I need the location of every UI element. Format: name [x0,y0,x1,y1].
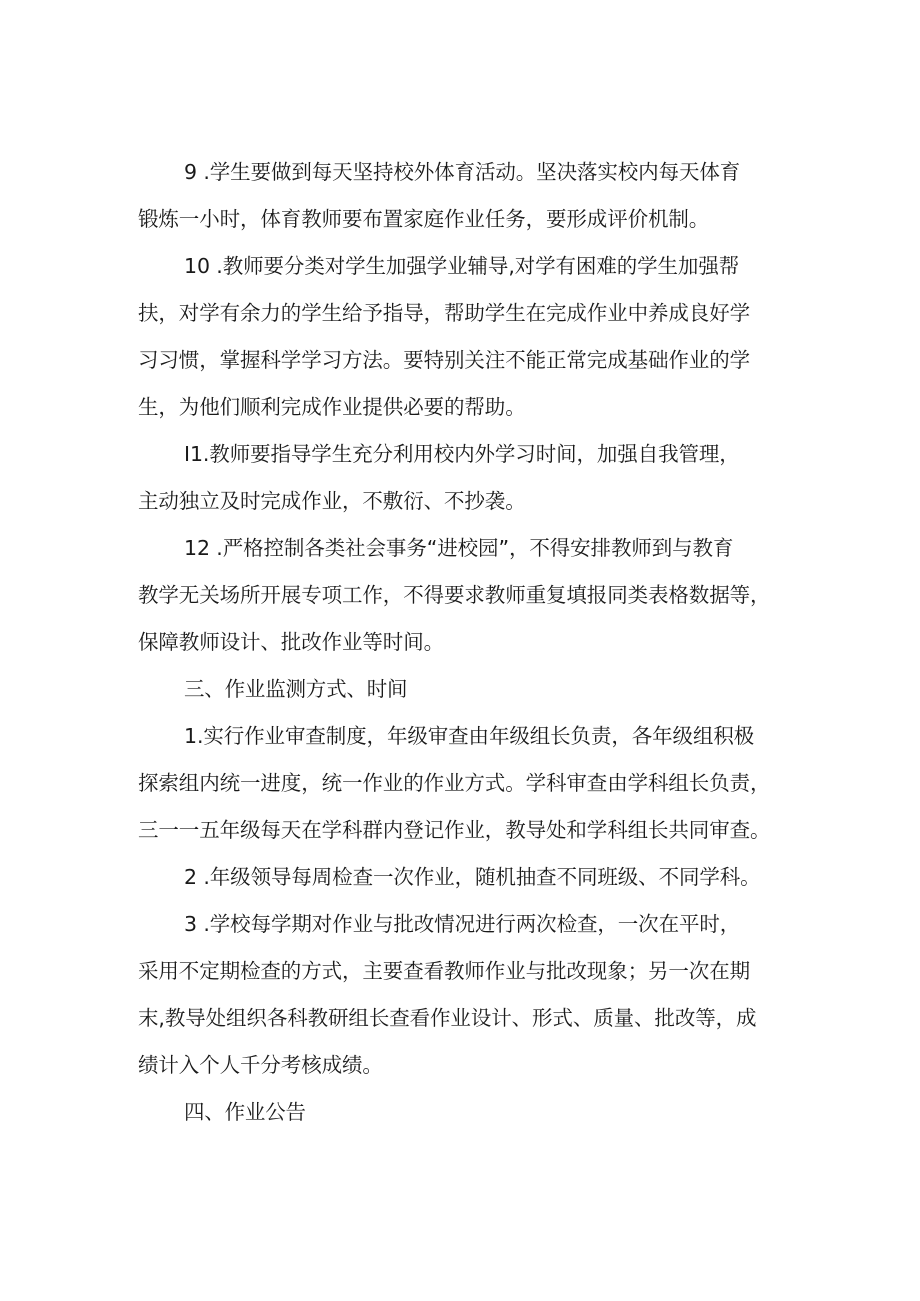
section-heading-monitoring: 三、作业监测方式、时间 [184,677,408,701]
section-heading-announcement: 四、作业公告 [184,1100,306,1124]
monitoring-item-3-line-2: 采用不定期检查的方式，主要查看教师作业与批改现象；另一次在期 [138,959,750,983]
paragraph-10-line-4: 生，为他们顺利完成作业提供必要的帮助。 [138,395,526,419]
paragraph-9-line-1: 9 .学生要做到每天坚持校外体育活动。坚决落实校内每天体育 [184,160,741,184]
paragraph-10-line-2: 扶，对学有余力的学生给予指导，帮助学生在完成作业中养成良好学 [138,301,750,325]
monitoring-item-2-line-1: 2 .年级领导每周检查一次作业，随机抽查不同班级、不同学科。 [184,865,761,889]
paragraph-11-line-1: I1.教师要指导学生充分利用校内外学习时间，加强自我管理， [184,442,740,466]
paragraph-10-line-3: 习习惯，掌握科学学习方法。要特别关注不能正常完成基础作业的学 [138,348,750,372]
paragraph-12-line-3: 保障教师设计、批改作业等时间。 [138,630,444,654]
monitoring-item-3-line-1: 3 .学校每学期对作业与批改情况进行两次检查，一次在平时， [184,912,741,936]
paragraph-9-line-2: 锻炼一小时，体育教师要布置家庭作业任务，要形成评价机制。 [138,207,710,231]
monitoring-item-1-line-2: 探索组内统一进度，统一作业的作业方式。学科审查由学科组长负责， [138,771,771,795]
monitoring-item-1-line-3: 三一一五年级每天在学科群内登记作业，教导处和学科组长共同审查。 [138,818,771,842]
paragraph-12-line-1: 12 .严格控制各类社会事务“进校园”，不得安排教师到与教育 [184,536,734,560]
paragraph-12-line-2: 教学无关场所开展专项工作，不得要求教师重复填报同类表格数据等， [138,583,771,607]
monitoring-item-1-line-1: 1.实行作业审查制度，年级审查由年级组长负责，各年级组积极 [184,724,755,748]
paragraph-11-line-2: 主动独立及时完成作业，不敷衍、不抄袭。 [138,489,526,513]
paragraph-10-line-1: 10 .教师要分类对学生加强学业辅导,对学有困难的学生加强帮 [184,254,740,278]
monitoring-item-3-line-4: 绩计入个人千分考核成绩。 [138,1053,383,1077]
monitoring-item-3-line-3: 末,教导处组织各科教研组长查看作业设计、形式、质量、批改等，成 [138,1006,757,1030]
